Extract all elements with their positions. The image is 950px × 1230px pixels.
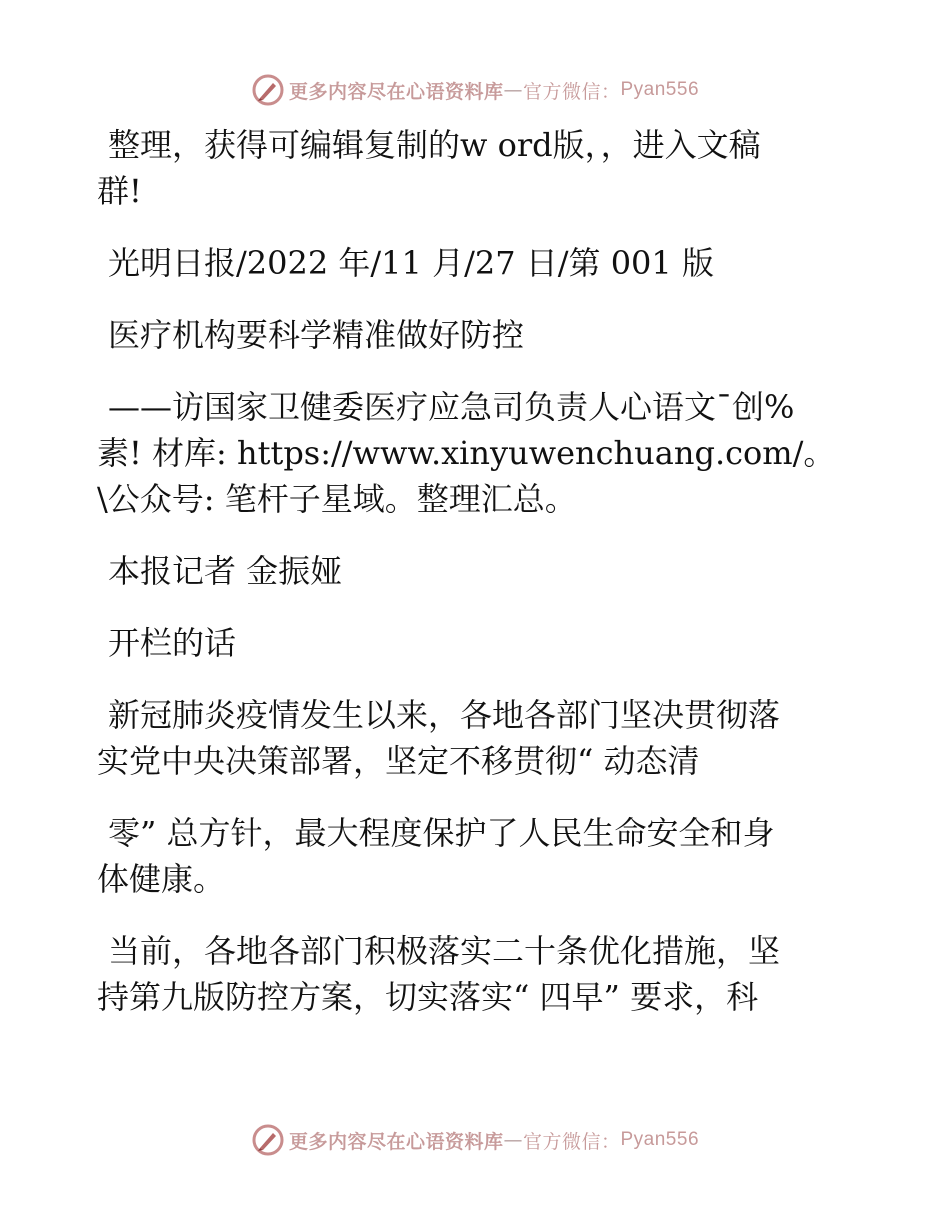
paragraph-body-2: [97, 810, 857, 902]
paragraph-subtitle: [97, 384, 857, 522]
byline: 本报记者 金振娅: [108, 552, 343, 590]
text-line: 持第九版防控方案，切实落实“ 四早” 要求，科: [97, 978, 759, 1016]
text-line: 整理，获得可编辑复制的w ord版，，进入文稿: [108, 126, 761, 164]
text-line: 光明日报/2022 年/11 月/27 日/第 001 版: [108, 244, 714, 282]
pen-seal-logo-icon: [251, 73, 285, 107]
paragraph-body-3: [97, 928, 857, 1020]
document-body: [97, 122, 857, 1020]
watermark-dash: —: [503, 79, 523, 101]
pen-seal-logo-icon: [251, 1123, 285, 1157]
header-watermark: [0, 70, 950, 110]
watermark-main-text: 更多内容尽在心语资料库: [288, 80, 504, 103]
paragraph-body-1: [97, 692, 857, 784]
footer-watermark: [0, 1120, 950, 1160]
article-title: 医疗机构要科学精准做好防控: [108, 316, 525, 354]
text-line: ——访国家卫健委医疗应急司负责人心语文¯创%: [108, 388, 795, 426]
text-line: 群!: [97, 172, 142, 210]
paragraph-headline: [97, 312, 857, 358]
section-heading: 开栏的话: [108, 624, 237, 662]
watermark-label: 官方微信：: [522, 80, 621, 103]
paragraph-intro: [97, 122, 857, 214]
text-line: 体健康。: [97, 860, 226, 898]
paragraph-byline: [97, 548, 857, 594]
text-line: 零” 总方针，最大程度保护了人民生命安全和身: [108, 814, 775, 852]
watermark-label: 官方微信：: [522, 1130, 621, 1153]
text-line: \公众号: 笔杆子星域。整理汇总。: [97, 480, 577, 518]
watermark-main-text: 更多内容尽在心语资料库: [288, 1130, 504, 1153]
text-line: 实党中央决策部署，坚定不移贯彻“ 动态清: [97, 742, 700, 780]
paragraph-source: [97, 240, 857, 286]
watermark-wechat-id: Pyan556: [620, 1129, 700, 1150]
watermark-wechat-id: Pyan556: [620, 79, 700, 100]
paragraph-column-heading: [97, 620, 857, 666]
text-line: 素! 材库: https://www.xinyuwenchuang.com/。: [97, 434, 836, 472]
text-line: 新冠肺炎疫情发生以来，各地各部门坚决贯彻落: [108, 696, 781, 734]
text-line: 当前，各地各部门积极落实二十条优化措施，坚: [108, 932, 781, 970]
watermark-dash: —: [503, 1129, 523, 1151]
